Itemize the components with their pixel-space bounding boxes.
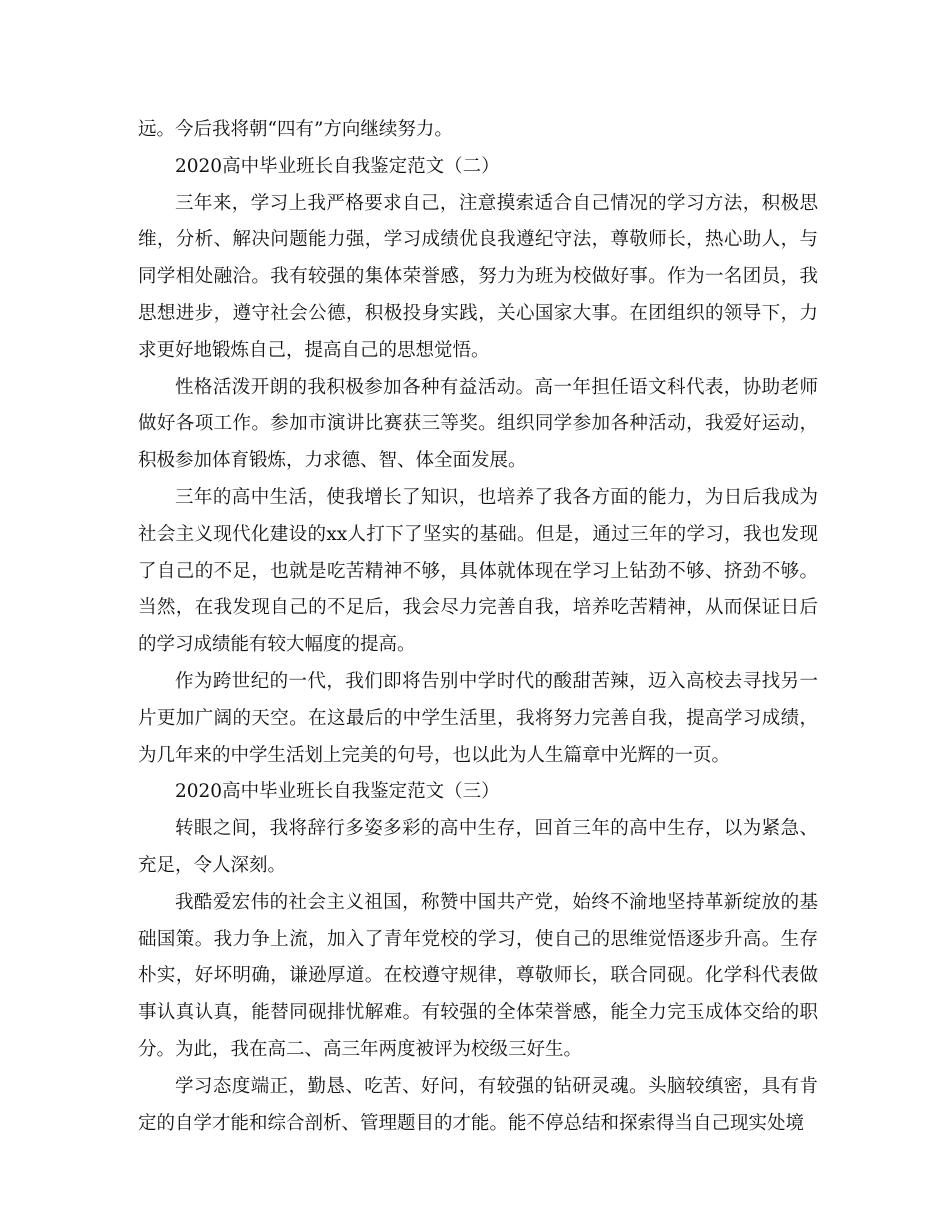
paragraph: 学习态度端正，勤恳、吃苦、好问，有较强的钻研灵魂。头脑较缜密，具有肯定的自学才能和综合剖析、管理题目的才能。能不停总结和探索得当自己现实处境 bbox=[138, 1075, 818, 1134]
document-body bbox=[138, 112, 818, 1142]
section-heading-2: 2020高中毕业班长自我鉴定范文（二） bbox=[175, 155, 500, 177]
paragraph: 三年来，学习上我严格要求自己，注意摸索适合自己情况的学习方法，积极思维，分析、解决问题能力强，学习成绩优良我遵纪守法，尊敬师长，热心助人，与同学相处融洽。我有较强的集体荣誉感，努力为班为校做好事。作为一名团员，我思想进步，遵守社会公德，积极投身实践，关心国家大事。在团组织的领导下，力求更好地锻炼自己，提高自己的思想觉悟。 bbox=[138, 192, 818, 361]
paragraph: 转眼之间，我将辞行多姿多彩的高中生存，回首三年的高中生存，以为紧急、充足，令人深刻。 bbox=[138, 818, 818, 876]
paragraph: 性格活泼开朗的我积极参加各种有益活动。高一年担任语文科代表，协助老师做好各项工作。参加市演讲比赛获三等奖。组织同学参加各种活动，我爱好运动，积极参加体育锻炼，力求德、智、体全面发展。 bbox=[138, 376, 818, 472]
section-heading-3: 2020高中毕业班长自我鉴定范文（三） bbox=[175, 781, 500, 803]
paragraph: 作为跨世纪的一代，我们即将告别中学时代的酸甜苦辣，迈入高校去寻找另一片更加广阔的天空。在这最后的中学生活里，我将努力完善自我，提高学习成绩，为几年来的中学生活划上完美的句号，也以此为人生篇章中光辉的一页。 bbox=[138, 670, 818, 766]
paragraph: 三年的高中生活，使我增长了知识，也培养了我各方面的能力，为日后我成为社会主义现代化建设的xx人打下了坚实的基础。但是，通过三年的学习，我也发现了自己的不足，也就是吃苦精神不够，具体就体现在学习上钻劲不够、挤劲不够。当然，在我发现自己的不足后，我会尽力完善自我，培养吃苦精神，从而保证日后的学习成绩能有较大幅度的提高。 bbox=[138, 486, 818, 656]
paragraph: 我酷爱宏伟的社会主义祖国，称赞中国共产党，始终不渝地坚持革新绽放的基础国策。我力争上流，加入了青年党校的学习，使自己的思维觉悟逐步升高。生存朴实，好坏明确，谦逊厚道。在校遵守规律，尊敬师长，联合同砚。化学科代表做事认真认真，能替同砚排忧解难。有较强的全体荣誉感，能全力完玉成体交给的职分。为此，我在高二、高三年两度被评为校级三好生。 bbox=[138, 891, 818, 1060]
paragraph-continuation: 远。今后我将朝“四有”方向继续努力。 bbox=[138, 119, 453, 140]
